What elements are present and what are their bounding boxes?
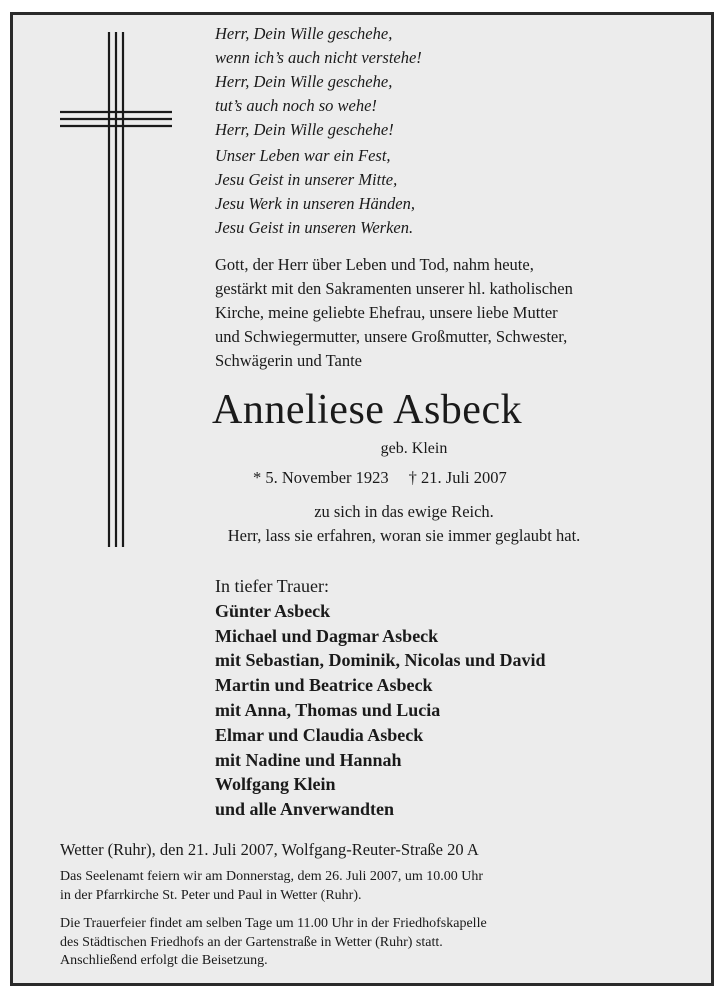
poem-verse-2	[215, 144, 415, 240]
mourner-line: mit Sebastian, Dominik, Nicolas und David	[215, 650, 546, 671]
poem-line: Unser Leben war ein Fest,	[215, 146, 391, 165]
mourner-line: und alle Anverwandten	[215, 799, 395, 820]
intro-line: und Schwiegermutter, unsere Großmutter, Schwester,	[215, 327, 568, 346]
closing-line: zu sich in das ewige Reich.	[314, 502, 494, 521]
maiden-name: geb. Klein	[380, 440, 448, 457]
requiem-notice	[60, 868, 483, 905]
place-date-line: Wetter (Ruhr), den 21. Juli 2007, Wolfgang-Reuter-Straße 20 A	[60, 840, 479, 859]
poem-line: wenn ich’s auch nicht verstehe!	[215, 48, 422, 67]
birth-date: * 5. November 1923	[253, 468, 389, 487]
poem-verse-1	[215, 22, 422, 142]
mourner-line: Michael und Dagmar Asbeck	[215, 625, 439, 646]
mourner-line: Elmar und Claudia Asbeck	[215, 724, 424, 745]
notice-line: in der Pfarrkirche St. Peter und Paul in Wetter (Ruhr).	[60, 887, 362, 903]
poem-line: Herr, Dein Wille geschehe,	[215, 24, 393, 43]
intro-line: Schwägerin und Tante	[215, 351, 363, 370]
life-dates	[253, 468, 507, 488]
closing-line: Herr, lass sie erfahren, woran sie immer geglaubt hat.	[227, 526, 581, 545]
intro-line: Kirche, meine geliebte Ehefrau, unsere liebe Mutter	[215, 303, 558, 322]
notice-line: Anschließend erfolgt die Beisetzung.	[60, 953, 268, 968]
cross-icon	[60, 32, 172, 547]
mourner-line: Günter Asbeck	[215, 600, 331, 621]
notice-line: des Städtischen Friedhofs an der Gartenstraße in Wetter (Ruhr) statt.	[60, 934, 443, 950]
poem-line: Herr, Dein Wille geschehe,	[215, 72, 393, 91]
mourner-line: mit Nadine und Hannah	[215, 749, 402, 770]
poem-line: Jesu Werk in unseren Händen,	[215, 194, 415, 213]
mourners-heading: In tiefer Trauer:	[215, 576, 329, 596]
poem-line: Jesu Geist in unseren Werken.	[215, 218, 414, 237]
closing-lines	[0, 500, 728, 548]
mourners-block	[215, 574, 546, 822]
mourner-line: mit Anna, Thomas und Lucia	[215, 699, 441, 720]
poem-line: tut’s auch noch so wehe!	[215, 96, 377, 115]
mourner-line: Martin und Beatrice Asbeck	[215, 675, 433, 696]
intro-line: gestärkt mit den Sakramenten unserer hl. katholischen	[215, 279, 573, 298]
poem-line: Herr, Dein Wille geschehe!	[215, 120, 394, 139]
mourner-line: Wolfgang Klein	[215, 774, 336, 795]
funeral-notice	[60, 915, 487, 971]
notice-line: Das Seelenamt feiern wir am Donnerstag, dem 26. Juli 2007, um 10.00 Uhr	[60, 869, 484, 884]
deceased-name: Anneliese Asbeck	[212, 387, 523, 433]
notice-line: Die Trauerfeier findet am selben Tage um 11.00 Uhr in der Friedhofskapelle	[60, 916, 487, 931]
intro-line: Gott, der Herr über Leben und Tod, nahm heute,	[215, 255, 534, 274]
death-date: † 21. Juli 2007	[408, 468, 507, 487]
intro-paragraph	[215, 253, 685, 373]
poem-line: Jesu Geist in unserer Mitte,	[215, 170, 398, 189]
